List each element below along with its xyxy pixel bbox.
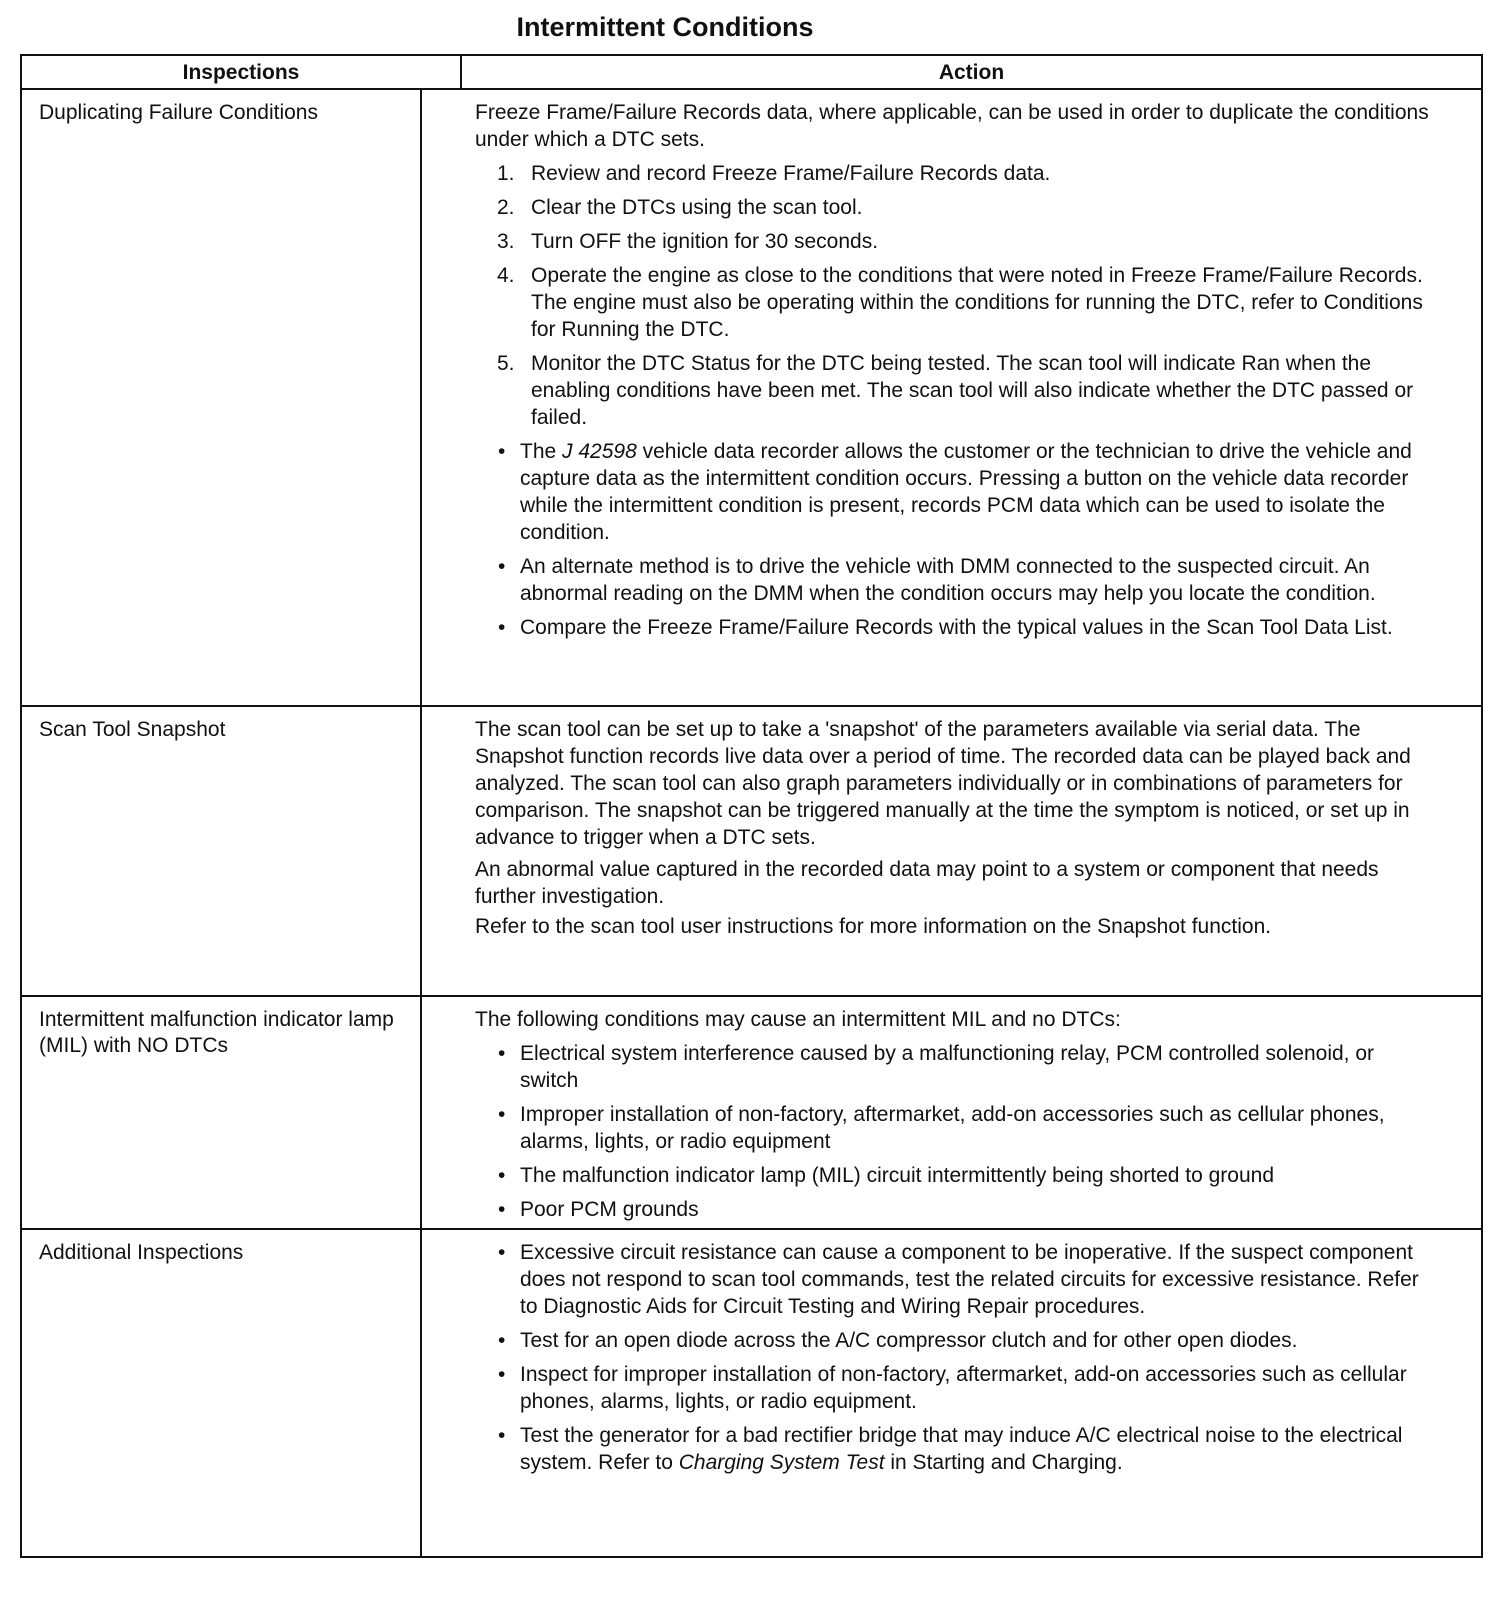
intro-text: The following conditions may cause an intermittent MIL and no DTCs: [475, 1008, 1121, 1031]
bullet-item [475, 438, 1431, 546]
bullet-item [475, 1162, 1431, 1189]
bullet-item [475, 1196, 1431, 1223]
bullet-icon: • [498, 616, 506, 639]
action-cell [462, 707, 1481, 1004]
bullet-text: Improper installation of non-factory, aftermarket, add-on accessories such as cellular phones, alarms, lights, or radio equipment [520, 1103, 1385, 1153]
step-number: 1. [497, 162, 515, 185]
bullet-icon: • [498, 1329, 506, 1352]
bullet-item [475, 614, 1431, 641]
bullet-item [475, 1040, 1431, 1094]
step-number: 4. [497, 264, 515, 287]
bullet-text: Test for an open diode across the A/C compressor clutch and for other open diodes. [520, 1329, 1298, 1352]
bullet-text: Electrical system interference caused by a malfunctioning relay, PCM controlled solenoid, or switch [520, 1042, 1375, 1092]
paragraph: An abnormal value captured in the recorded data may point to a system or component that needs further investigation. [475, 858, 1379, 908]
inspection-cell: Duplicating Failure Conditions [22, 90, 422, 705]
action-cell [462, 90, 1481, 714]
bullet-item [475, 1101, 1431, 1155]
action-cell [462, 997, 1481, 1237]
bullet-text: The [520, 440, 563, 463]
bullet-item [475, 1361, 1431, 1415]
inspection-cell: Additional Inspections [22, 1230, 422, 1556]
bullet-icon: • [498, 1164, 506, 1187]
bullet-icon: • [498, 1424, 506, 1447]
step-number: 3. [497, 230, 515, 253]
numbered-step [475, 228, 1431, 255]
bullet-icon: • [498, 555, 506, 578]
table-row [22, 90, 1481, 707]
action-cell [462, 1230, 1481, 1565]
bullet-icon: • [498, 1363, 506, 1386]
intro-text: Freeze Frame/Failure Records data, where applicable, can be used in order to duplicate the conditions under which a DTC sets. [475, 101, 1429, 151]
bullet-icon: • [498, 1103, 506, 1126]
step-number: 2. [497, 196, 515, 219]
bullet-text: vehicle data recorder allows the customer or the technician to drive the vehicle and capture data as the intermittent condition occurs. Pressing a button on the vehicle data recorder while the intermittent condition is present, records PCM data which can be used to isolate the condition. [520, 440, 1412, 544]
bullet-text: Poor PCM grounds [520, 1198, 699, 1221]
bullet-item [475, 1422, 1431, 1476]
numbered-step [475, 160, 1431, 187]
table-row [22, 707, 1481, 997]
bullet-icon: • [498, 1241, 506, 1264]
inspection-cell: Intermittent malfunction indicator lamp (MIL) with NO DTCs [22, 997, 422, 1228]
step-text: Clear the DTCs using the scan tool. [531, 196, 863, 219]
bullet-text: Inspect for improper installation of non-factory, aftermarket, add-on accessories such as cellular phones, alarms, lights, or radio equipment. [520, 1363, 1407, 1413]
step-text: Review and record Freeze Frame/Failure Records data. [531, 162, 1051, 185]
numbered-step [475, 194, 1431, 221]
paragraph: Refer to the scan tool user instructions for more information on the Snapshot function. [475, 915, 1272, 938]
bullet-text: An alternate method is to drive the vehicle with DMM connected to the suspected circuit. An abnormal reading on the DMM when the condition occurs may help you locate the condition. [520, 555, 1376, 605]
bullet-item [475, 1239, 1431, 1320]
header-action: Action [938, 61, 1005, 84]
paragraph: The scan tool can be set up to take a 'snapshot' of the parameters available via serial data. The Snapshot function records live data over a period of time. The recorded data can be played back and analyzed. The scan tool can also graph parameters individually or in combinations of parameters for comparison. The snapshot can be triggered manually at the time the symptom is noticed, or set up in advance to trigger when a DTC sets. [475, 718, 1411, 849]
table-row [22, 997, 1481, 1230]
step-text: Operate the engine as close to the conditions that were noted in Freeze Frame/Failure Records. The engine must also be operating within the conditions for running the DTC, refer to Conditions for Running the DTC. [531, 264, 1423, 341]
intermittent-conditions-table [20, 54, 1483, 1558]
step-text: Turn OFF the ignition for 30 seconds. [531, 230, 879, 253]
numbered-step [475, 350, 1431, 431]
bullet-icon: • [498, 1042, 506, 1065]
document-title: Intermittent Conditions [516, 12, 814, 42]
bullet-text: Compare the Freeze Frame/Failure Records with the typical values in the Scan Tool Data List. [520, 616, 1393, 639]
bullet-text: Test the generator for a bad rectifier bridge that may induce A/C electrical noise to the electrical system. Refer to [520, 1424, 1403, 1474]
bullet-item [475, 1327, 1431, 1354]
step-number: 5. [497, 352, 515, 375]
bullet-text: The malfunction indicator lamp (MIL) circuit intermittently being shorted to ground [520, 1164, 1275, 1187]
bullet-icon: • [498, 440, 506, 463]
italic-reference: Charging System Test [678, 1451, 885, 1474]
bullet-item [475, 553, 1431, 607]
step-text: Monitor the DTC Status for the DTC being tested. The scan tool will indicate Ran when the enabling conditions have been met. The scan tool will also indicate whether the DTC passed or failed. [531, 352, 1414, 429]
bullet-icon: • [498, 1198, 506, 1221]
header-inspections: Inspections [22, 56, 462, 88]
table-row [22, 1230, 1481, 1556]
numbered-step [475, 262, 1431, 343]
table-header-row [22, 56, 1481, 90]
italic-reference: J 42598 [562, 440, 637, 463]
inspection-cell: Scan Tool Snapshot [22, 707, 422, 995]
bullet-text: in Starting and Charging. [884, 1451, 1123, 1474]
bullet-text: Excessive circuit resistance can cause a component to be inoperative. If the suspect component does not respond to scan tool commands, test the related circuits for excessive resistance. Refer to Diagnostic Aids for Circuit Testing and Wiring Repair procedures. [520, 1241, 1419, 1318]
